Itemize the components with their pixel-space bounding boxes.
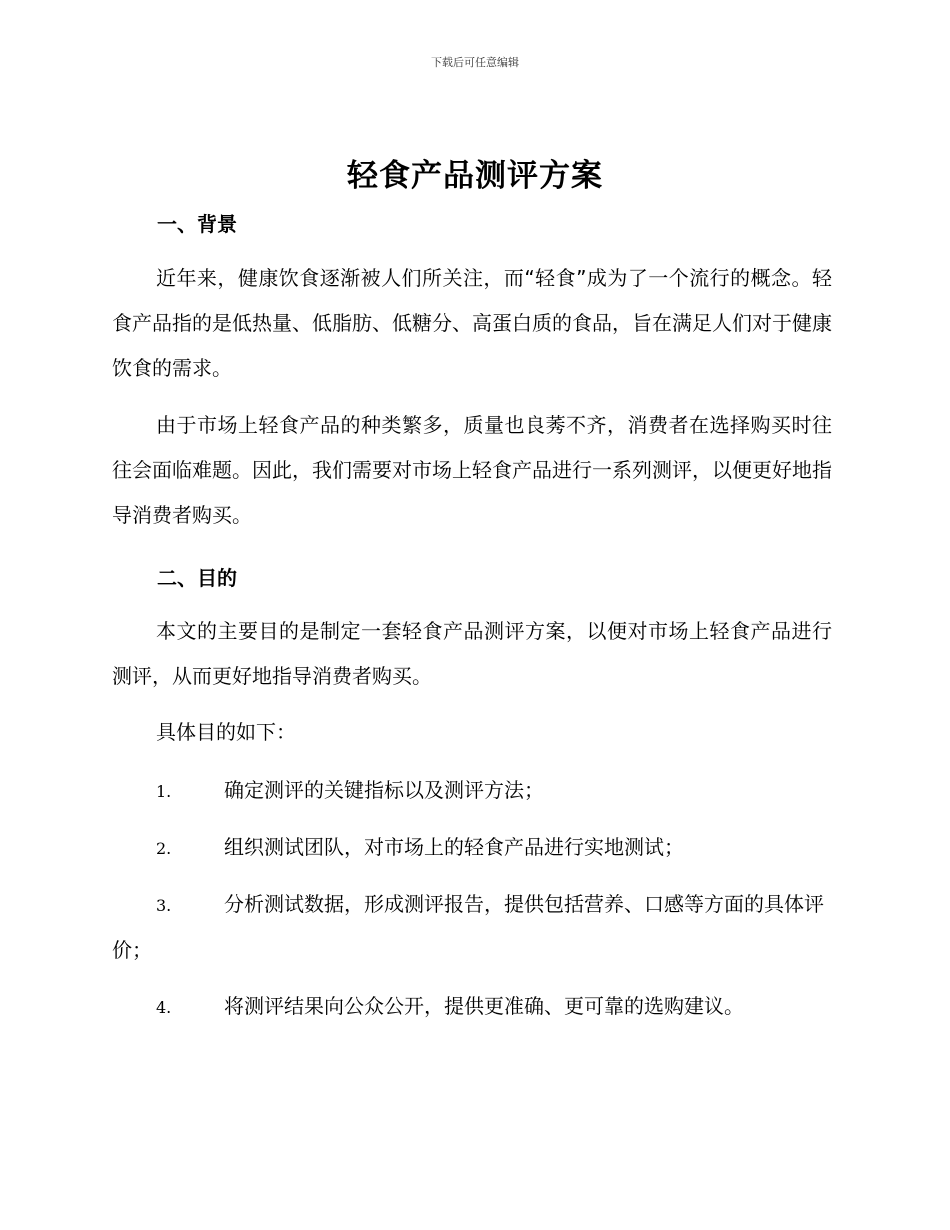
list-number: 4. [156, 998, 172, 1017]
list-item [112, 825, 832, 871]
section-heading-purpose: 二、目的 [157, 566, 237, 590]
paragraph-background-1: 近年来，健康饮食逐渐被人们所关注，而“轻食”成为了一个流行的概念。轻食产品指的是低热量、低脂肪、低糖分、高蛋白质的食品，旨在满足人们对于健康饮食的需求。 [112, 266, 832, 380]
paragraph-background-2: 由于市场上轻食产品的种类繁多，质量也良莠不齐，消费者在选择购买时往往会面临难题。因此，我们需要对市场上轻食产品进行一系列测评，以便更好地指导消费者购买。 [112, 413, 832, 527]
page-header: 下载后可任意编辑 [431, 56, 519, 69]
list-number: 2. [156, 839, 172, 858]
list-number: 3. [156, 896, 172, 915]
paragraph-purpose-1: 本文的主要目的是制定一套轻食产品测评方案，以便对市场上轻食产品进行测评，从而更好地指导消费者购买。 [112, 619, 832, 688]
document-title: 轻食产品测评方案 [347, 158, 603, 194]
section-heading-background: 一、背景 [157, 212, 237, 236]
paragraph-purpose-2: 具体目的如下： [156, 720, 296, 744]
list-number: 1. [156, 782, 172, 801]
list-item [112, 768, 832, 814]
list-text: 组织测试团队，对市场上的轻食产品进行实地测试； [224, 835, 684, 859]
list-text: 将测评结果向公众公开，提供更准确、更可靠的选购建议。 [224, 994, 744, 1018]
list-text: 确定测评的关键指标以及测评方法； [224, 778, 544, 802]
list-item [112, 984, 832, 1030]
list-text: 分析测试数据，形成测评报告，提供包括营养、口感等方面的具体评价； [112, 892, 824, 962]
list-item [112, 882, 832, 973]
